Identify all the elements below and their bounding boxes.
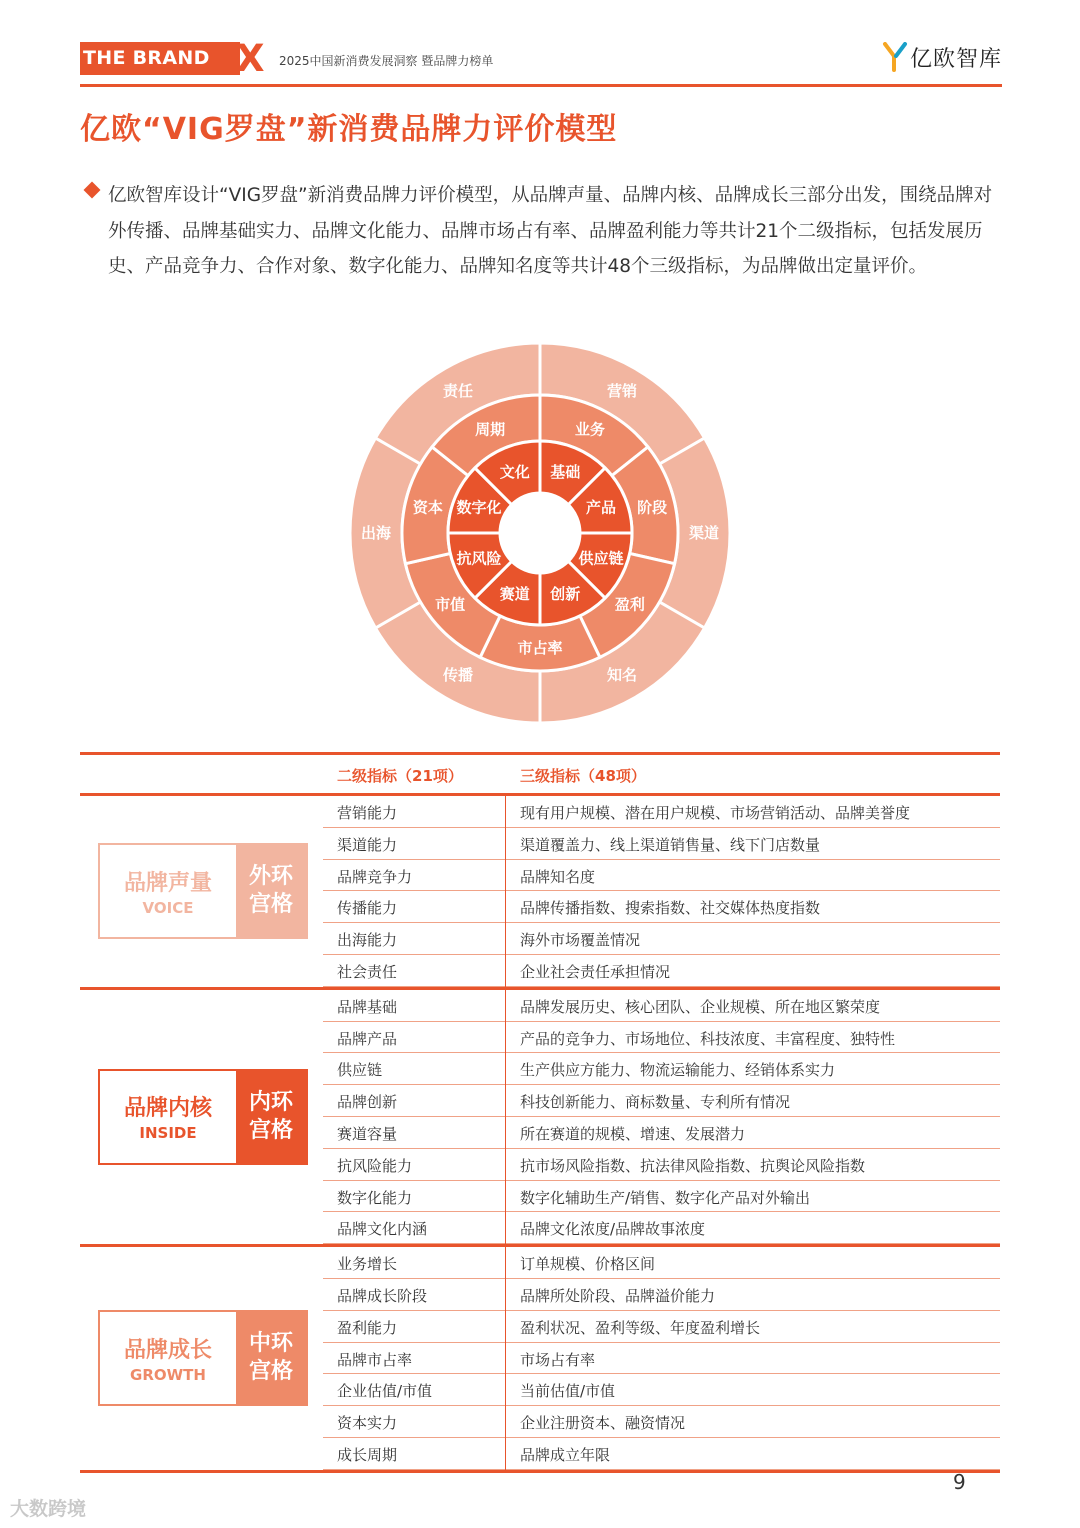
wheel-label: 产品 <box>585 498 616 517</box>
tertiary-indicators: 科技创新能力、商标数量、专利所有情况 <box>520 1093 791 1112</box>
ring-label <box>236 1312 306 1404</box>
table-row <box>323 1149 1000 1181</box>
group-name-cn: 品牌内核 <box>123 1096 212 1122</box>
table-row <box>323 1311 1000 1343</box>
tertiary-indicators: 海外市场覆盖情况 <box>520 931 641 950</box>
wheel-center <box>502 495 578 571</box>
table-row <box>323 1279 1000 1311</box>
indicator-group <box>80 990 1000 1247</box>
table-row <box>323 1406 1000 1438</box>
table-row <box>323 1085 1000 1117</box>
table-row <box>323 1053 1000 1085</box>
tertiary-indicators: 产品的竞争力、市场地位、科技浓度、丰富程度、独特性 <box>520 1029 896 1048</box>
table-row <box>323 891 1000 923</box>
tertiary-indicators: 现有用户规模、潜在用户规模、市场营销活动、品牌美誉度 <box>520 804 911 822</box>
brand-x-mark: X <box>236 37 265 80</box>
group-label-box <box>98 1310 308 1406</box>
group-label-box <box>98 1069 308 1165</box>
wheel-label: 出海 <box>360 524 392 542</box>
tertiary-indicators: 订单规模、价格区间 <box>520 1255 656 1274</box>
ring-label-bottom: 宫格 <box>248 892 293 918</box>
tertiary-indicators: 市场占有率 <box>520 1350 596 1369</box>
wheel-label: 盈利 <box>614 595 645 614</box>
secondary-indicator: 社会责任 <box>337 962 398 981</box>
ring-label <box>236 1071 306 1163</box>
table-row <box>323 1212 1000 1244</box>
diamond-bullet-icon <box>84 182 101 199</box>
wheel-label: 营销 <box>606 381 638 400</box>
secondary-indicator: 品牌产品 <box>337 1029 398 1048</box>
tertiary-indicators: 企业注册资本、融资情况 <box>520 1414 686 1433</box>
group-name <box>100 1071 236 1163</box>
tertiary-indicators: 品牌传播指数、搜索指数、社交媒体热度指数 <box>520 899 821 918</box>
indicator-table <box>80 752 1000 1473</box>
secondary-indicator: 业务增长 <box>337 1255 398 1274</box>
wheel-label: 抗风险 <box>456 549 502 568</box>
table-header <box>80 755 1000 793</box>
table-row <box>323 1343 1000 1375</box>
wheel-svg <box>350 340 730 728</box>
secondary-indicator: 品牌基础 <box>337 997 398 1016</box>
wheel-label: 赛道 <box>499 584 530 603</box>
secondary-indicator: 品牌竞争力 <box>337 867 413 886</box>
tertiary-indicators: 数字化辅助生产/销售、数字化产品对外输出 <box>520 1188 811 1207</box>
secondary-indicator: 传播能力 <box>337 899 398 918</box>
indicator-group <box>80 1247 1000 1473</box>
tertiary-indicators: 渠道覆盖力、线上渠道销售量、线下门店数量 <box>520 835 821 854</box>
ring-label-top: 中环 <box>248 1331 293 1357</box>
table-row <box>323 796 1000 828</box>
ring-label-top: 外环 <box>248 864 293 890</box>
header-divider <box>80 84 1002 87</box>
wheel-label: 基础 <box>550 463 581 482</box>
tertiary-indicators: 抗市场风险指数、抗法律风险指数、抗舆论风险指数 <box>520 1156 866 1175</box>
col2-header: 二级指标（21项） <box>337 767 463 785</box>
tertiary-indicators: 企业社会责任承担情况 <box>520 962 671 981</box>
secondary-indicator: 品牌文化内涵 <box>337 1220 428 1239</box>
group-name-cn: 品牌成长 <box>123 1337 212 1363</box>
ring-label-bottom: 宫格 <box>248 1359 293 1385</box>
group-name-en: GROWTH <box>130 1365 206 1384</box>
table-row <box>323 1438 1000 1470</box>
table-row <box>323 923 1000 955</box>
page-number: 9 <box>953 1470 966 1494</box>
wheel-label: 资本 <box>412 498 443 517</box>
tertiary-indicators: 品牌成立年限 <box>520 1445 611 1464</box>
ring-label-top: 内环 <box>248 1089 293 1115</box>
wheel-label: 数字化 <box>456 498 502 517</box>
group-name <box>100 845 236 937</box>
tertiary-indicators: 所在赛道的规模、增速、发展潜力 <box>520 1124 746 1143</box>
group-name-en: VOICE <box>142 898 194 917</box>
wheel-label: 供应链 <box>578 549 624 568</box>
group-name <box>100 1312 236 1404</box>
wheel-label: 文化 <box>499 463 530 482</box>
table-row <box>323 1247 1000 1279</box>
secondary-indicator: 渠道能力 <box>337 835 398 854</box>
brand-logo: THE BRAND <box>80 42 240 75</box>
table-row <box>323 828 1000 860</box>
wheel-label: 创新 <box>550 584 581 603</box>
page-title: 亿欧“VIG罗盘”新消费品牌力评价模型 <box>80 112 618 147</box>
wheel-label: 知名 <box>606 666 638 685</box>
footer-watermark: 大数跨境 <box>10 1498 87 1520</box>
yiou-logo <box>882 40 1002 74</box>
page-header <box>80 37 1002 88</box>
secondary-indicator: 营销能力 <box>337 804 398 822</box>
group-name-cn: 品牌声量 <box>123 870 212 896</box>
secondary-indicator: 出海能力 <box>337 931 398 950</box>
tertiary-indicators: 品牌发展历史、核心团队、企业规模、所在地区繁荣度 <box>520 997 881 1016</box>
secondary-indicator: 品牌市占率 <box>337 1350 413 1369</box>
ring-label-bottom: 宫格 <box>248 1117 293 1143</box>
secondary-indicator: 抗风险能力 <box>337 1156 413 1175</box>
wheel-label: 阶段 <box>637 498 668 517</box>
wheel-label: 渠道 <box>688 524 720 542</box>
table-row <box>323 955 1000 987</box>
table-row <box>323 990 1000 1022</box>
logo-text: 亿欧智库 <box>909 46 1002 72</box>
secondary-indicator: 品牌创新 <box>337 1093 398 1112</box>
tertiary-indicators: 品牌所处阶段、品牌溢价能力 <box>520 1286 716 1305</box>
tertiary-indicators: 品牌知名度 <box>520 867 596 886</box>
table-row <box>323 1022 1000 1054</box>
secondary-indicator: 盈利能力 <box>337 1318 398 1337</box>
table-row <box>323 1181 1000 1213</box>
column-divider <box>505 1247 506 1470</box>
column-divider <box>505 990 506 1244</box>
table-row <box>323 1117 1000 1149</box>
tertiary-indicators: 盈利状况、盈利等级、年度盈利增长 <box>520 1318 761 1337</box>
intro-text: 亿欧智库设计“VIG罗盘”新消费品牌力评价模型，从品牌声量、品牌内核、品牌成长三部分出发，围绕品牌对外传播、品牌基础实力、品牌文化能力、品牌市场占有率、品牌盈利能力等共计21个二级指标，包括发展历史、产品竞争力、合作对象、数字化能力、品牌知名度等共计48个三级指标，为品牌做出定量评价。 <box>108 185 993 277</box>
indicator-group <box>80 796 1000 990</box>
wheel-label: 传播 <box>442 666 474 685</box>
secondary-indicator: 品牌成长阶段 <box>337 1286 428 1305</box>
group-name-en: INSIDE <box>139 1124 197 1143</box>
tertiary-indicators: 品牌文化浓度/品牌故事浓度 <box>520 1220 706 1239</box>
vig-compass-wheel <box>350 340 730 728</box>
tertiary-indicators: 生产供应方能力、物流运输能力、经销体系实力 <box>520 1061 836 1080</box>
secondary-indicator: 数字化能力 <box>337 1188 413 1207</box>
col3-header: 三级指标（48项） <box>520 767 646 785</box>
ring-label <box>236 845 306 937</box>
table-row <box>323 1374 1000 1406</box>
secondary-indicator: 资本实力 <box>337 1414 398 1433</box>
wheel-label: 业务 <box>574 420 605 439</box>
group-label-box <box>98 843 308 939</box>
yiou-logo-icon <box>882 42 908 72</box>
group-rows <box>323 1247 1000 1470</box>
tertiary-indicators: 当前估值/市值 <box>520 1382 616 1401</box>
table-row <box>323 860 1000 892</box>
wheel-label: 市值 <box>435 595 466 614</box>
wheel-label: 责任 <box>442 381 474 400</box>
report-name: 2025中国新消费发展洞察 暨品牌力榜单 <box>279 54 494 68</box>
wheel-label: 市占率 <box>517 639 563 657</box>
group-rows <box>323 990 1000 1244</box>
group-rows <box>323 796 1000 987</box>
secondary-indicator: 成长周期 <box>337 1445 398 1464</box>
intro-paragraph <box>86 178 1006 285</box>
column-divider <box>505 796 506 987</box>
secondary-indicator: 企业估值/市值 <box>337 1382 433 1401</box>
wheel-label: 周期 <box>475 420 506 439</box>
secondary-indicator: 赛道容量 <box>337 1124 398 1143</box>
secondary-indicator: 供应链 <box>337 1061 383 1080</box>
